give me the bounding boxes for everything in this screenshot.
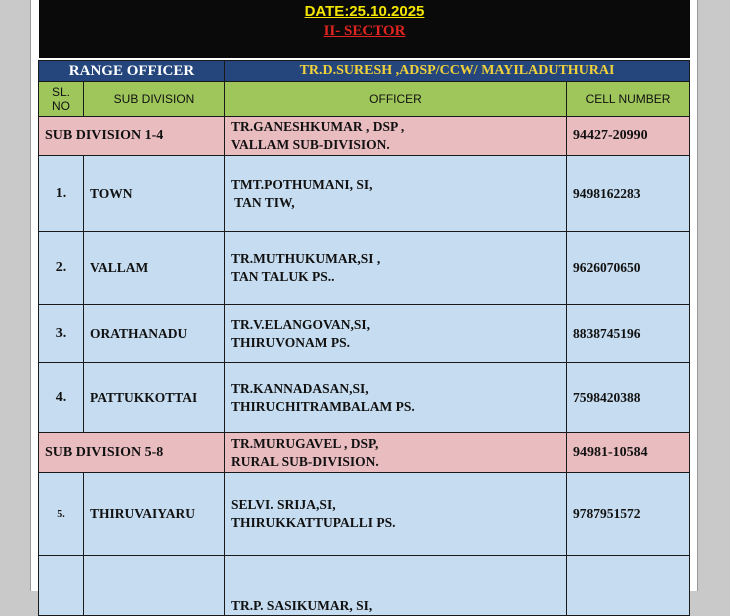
row-number: 1. [39, 156, 84, 232]
row-cell-number: 9787951572 [567, 473, 690, 556]
row-place: TOWN [84, 156, 225, 232]
header-banner [39, 0, 690, 58]
row-cell-number: 7598420388 [567, 363, 690, 433]
subdivision-officer [225, 117, 567, 156]
row-number: 4. [39, 363, 84, 433]
officer-line2: THIRUKKATTUPALLI PS. [231, 515, 396, 530]
officer-line1: TMT.POTHUMANI, SI, [231, 176, 373, 192]
officer-line1: TR.KANNADASAN,SI, [231, 380, 369, 396]
col-sl-line2: NO [52, 99, 70, 113]
subdivision-cell-number: 94427-20990 [567, 117, 690, 156]
officer-line1: SELVI. SRIJA,SI, [231, 497, 336, 512]
row-officer [225, 305, 567, 363]
sector-heading: II- SECTOR [323, 23, 406, 39]
row-number: 3. [39, 305, 84, 363]
row-cell-number: 8838745196 [567, 305, 690, 363]
row-place: THIRUVAIYARU [84, 473, 225, 556]
range-officer-name: TR.D.SURESH ,ADSP/CCW/ MAYILADUTHURAI [225, 61, 690, 82]
table-row [39, 305, 690, 363]
row-place: ORATHANADU [84, 305, 225, 363]
officer-line2: THIRUVONAM PS. [231, 334, 350, 350]
row-place: PATTUKKOTTAI [84, 363, 225, 433]
row-officer [225, 556, 567, 616]
row-officer [225, 363, 567, 433]
officer-line1: TR.V.ELANGOVAN,SI, [231, 316, 371, 332]
row-cell-number: 9626070650 [567, 232, 690, 305]
officer-line2: TAN TIW, [231, 194, 295, 210]
subdivision-officer [225, 433, 567, 473]
range-officer-row [39, 61, 690, 82]
date-heading: DATE:25.10.2025 [304, 3, 425, 20]
subdivision-group-row [39, 117, 690, 156]
column-header-row [39, 82, 690, 117]
row-place [84, 556, 225, 616]
subdivision-cell-number: 94981-10584 [567, 433, 690, 473]
table-row [39, 556, 690, 616]
row-officer [225, 232, 567, 305]
range-officer-label: RANGE OFFICER [39, 61, 225, 82]
officer-line2: TAN TALUK PS.. [231, 269, 335, 284]
duty-table [38, 60, 690, 616]
officer-line1: TR.MURUGAVEL , DSP, [231, 435, 379, 451]
subdivision-group-row [39, 433, 690, 473]
col-sl-line1: SL. [51, 85, 70, 99]
row-officer [225, 156, 567, 232]
row-cell-number [567, 556, 690, 616]
officer-line1: TR.GANESHKUMAR , DSP , [231, 119, 405, 134]
officer-line2: THIRUCHITRAMBALAM PS. [231, 398, 415, 414]
col-sl-no [39, 82, 84, 117]
row-officer [225, 473, 567, 556]
table-row [39, 363, 690, 433]
officer-line2: VALLAM SUB-DIVISION. [231, 137, 390, 152]
col-cell-number: CELL NUMBER [567, 82, 690, 117]
subdivision-group-title: SUB DIVISION 1-4 [39, 117, 225, 156]
row-number: 2. [39, 232, 84, 305]
table-row [39, 232, 690, 305]
table-row [39, 156, 690, 232]
subdivision-group-title: SUB DIVISION 5-8 [39, 433, 225, 473]
row-number [39, 556, 84, 616]
officer-line1: TR.MUTHUKUMAR,SI , [231, 251, 381, 266]
officer-line2: RURAL SUB-DIVISION. [231, 453, 379, 469]
row-number: 5. [39, 473, 84, 556]
officer-line1: TR.P. SASIKUMAR, SI, [231, 598, 373, 613]
col-officer: OFFICER [225, 82, 567, 117]
row-cell-number: 9498162283 [567, 156, 690, 232]
col-subdivision: SUB DIVISION [84, 82, 225, 117]
table-row [39, 473, 690, 556]
row-place: VALLAM [84, 232, 225, 305]
